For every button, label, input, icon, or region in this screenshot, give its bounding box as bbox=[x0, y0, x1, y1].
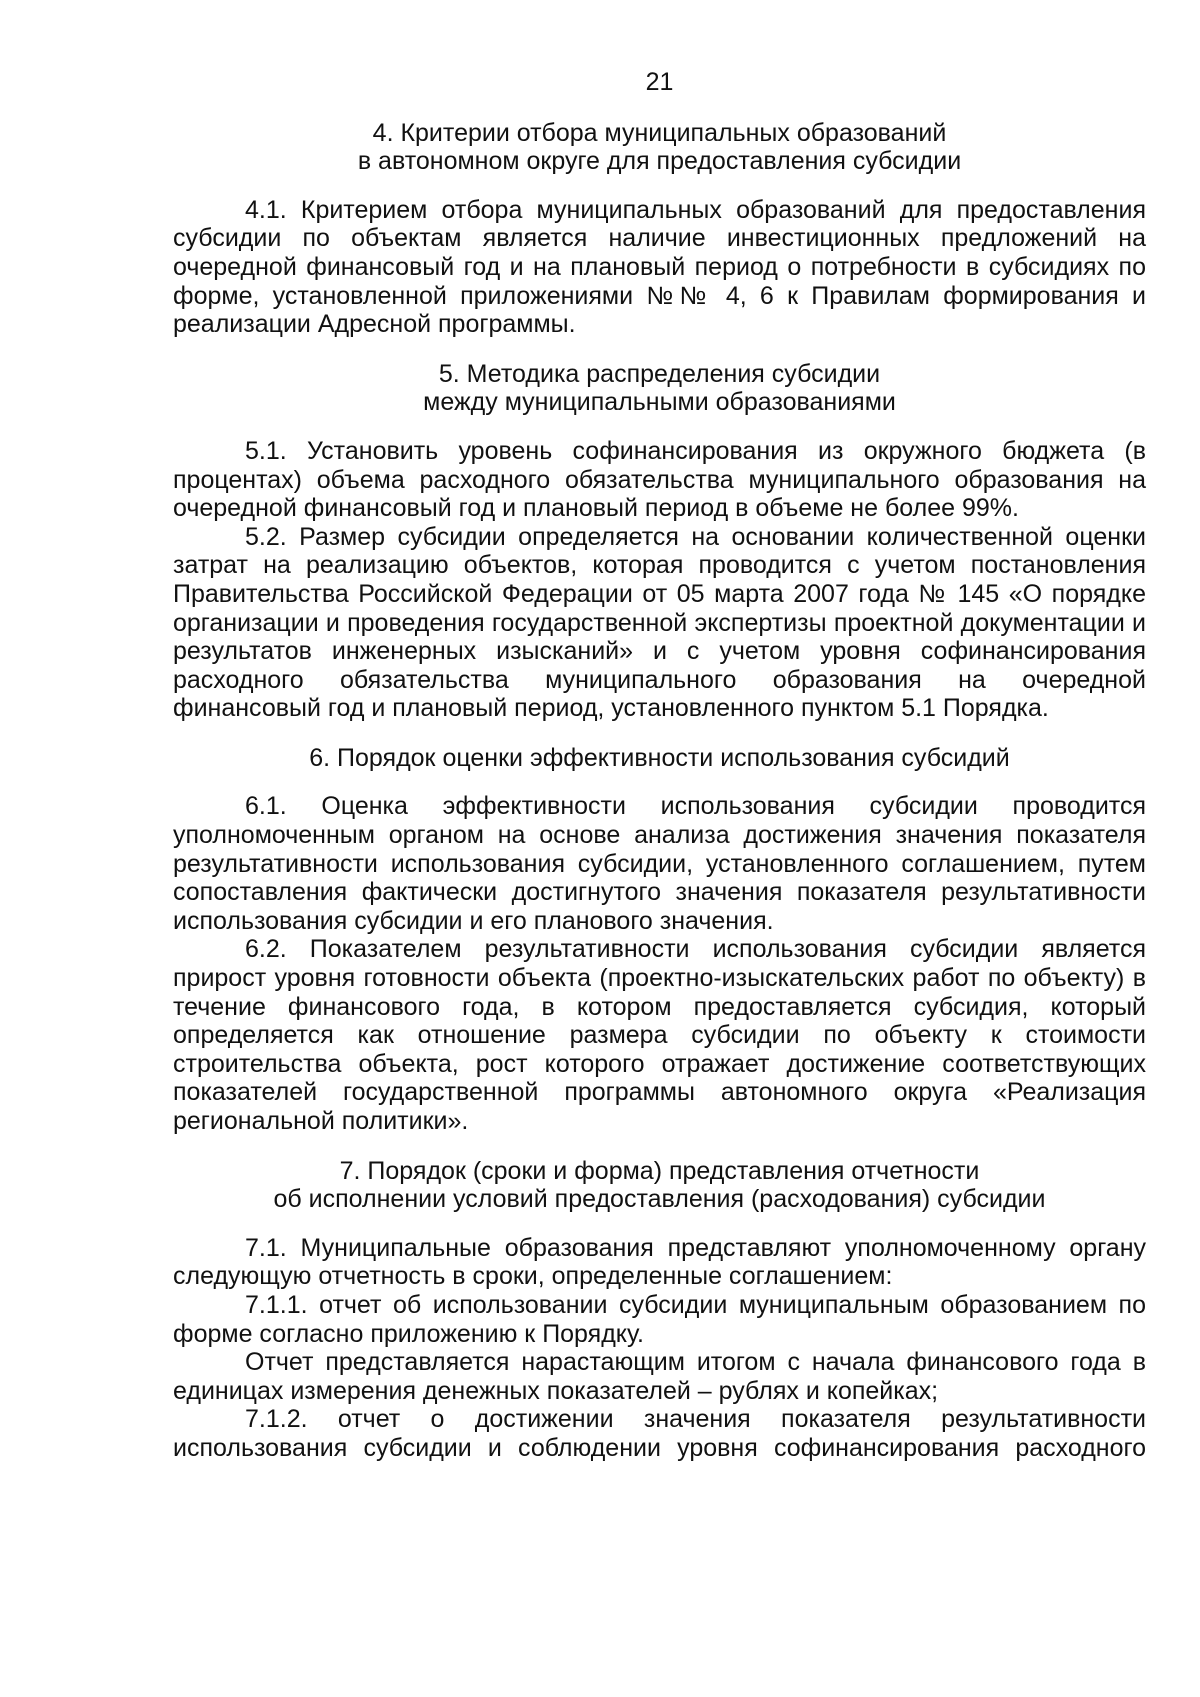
section-6-heading-line-1: 6. Порядок оценки эффективности использования субсидий bbox=[309, 743, 1010, 772]
section-4-heading-line-1: 4. Критерии отбора муниципальных образований bbox=[372, 118, 947, 147]
section-4-heading bbox=[173, 119, 1146, 176]
paragraph-5-1: 5.1. Установить уровень софинансирования из окружного бюджета (в процентах) объема расходного обязательства муниципального образования на очередной финансовый год и плановый период в объеме не более 99%. bbox=[173, 436, 1146, 523]
paragraph-6-2: 6.2. Показателем результативности использования субсидии является прирост уровня готовности объекта (проектно-изыскательских работ по объекту) в течение финансового года, в котором предоставляется субсидия, который определяется как отношение размера субсидии по объекту к стоимости строительства объекта, рост которого отражает достижение соответствующих показателей государственной программы автономного округа «Реализация региональной политики». bbox=[173, 935, 1146, 1135]
section-7-heading-line-1: 7. Порядок (сроки и форма) представления отчетности bbox=[339, 1156, 980, 1185]
paragraph-7-1-2: 7.1.2. отчет о достижении значения показателя результативности использования субсидии и соблюдении уровня софинансирования расходного bbox=[173, 1405, 1146, 1462]
paragraph-report-note: Отчет представляется нарастающим итогом с начала финансового года в единицах измерения денежных показателей – рублях и копейках; bbox=[173, 1348, 1146, 1405]
paragraph-4-1: 4.1. Критерием отбора муниципальных образований для предоставления субсидии по объектам является наличие инвестиционных предложений на очередной финансовый год и на плановый период о потребности в субсидиях по форме, установленной приложениями №№ 4, 6 к Правилам формирования и реализации Адресной программы. bbox=[173, 195, 1146, 339]
section-4-heading-line-2: в автономном округе для предоставления субсидии bbox=[357, 147, 962, 176]
section-5-heading-line-2: между муниципальными образованиями bbox=[423, 388, 896, 417]
section-6-heading bbox=[173, 744, 1146, 773]
document-page bbox=[173, 68, 1146, 1463]
section-5-heading bbox=[173, 360, 1146, 417]
paragraph-7-1: 7.1. Муниципальные образования представляют уполномоченному органу следующую отчетность в сроки, определенные соглашением: bbox=[173, 1233, 1146, 1291]
paragraph-5-2: 5.2. Размер субсидии определяется на основании количественной оценки затрат на реализацию объектов, которая проводится с учетом постановления Правительства Российской Федерации от 05 марта 2007 года № 145 «О порядке организации и проведения государственной экспертизы проектной документации и результатов инженерных изысканий» и с учетом уровня софинансирования расходного обязательства муниципального образования на очередной финансовый год и плановый период, установленного пунктом 5.1 Порядка. bbox=[173, 522, 1146, 723]
section-7-heading-line-2: об исполнении условий предоставления (расходования) субсидии bbox=[273, 1185, 1046, 1214]
page-number: 21 bbox=[645, 68, 674, 96]
section-5-heading-line-1: 5. Методика распределения субсидии bbox=[438, 359, 881, 388]
section-7-heading bbox=[173, 1157, 1146, 1214]
paragraph-6-1: 6.1. Оценка эффективности использования субсидии проводится уполномоченным органом на основе анализа достижения значения показателя результативности использования субсидии, установленного соглашением, путем сопоставления фактически достигнутого значения показателя результативности использования субсидии и его планового значения. bbox=[173, 792, 1146, 935]
paragraph-7-1-1: 7.1.1. отчет об использовании субсидии муниципальным образованием по форме согласно приложению к Порядку. bbox=[173, 1290, 1146, 1348]
